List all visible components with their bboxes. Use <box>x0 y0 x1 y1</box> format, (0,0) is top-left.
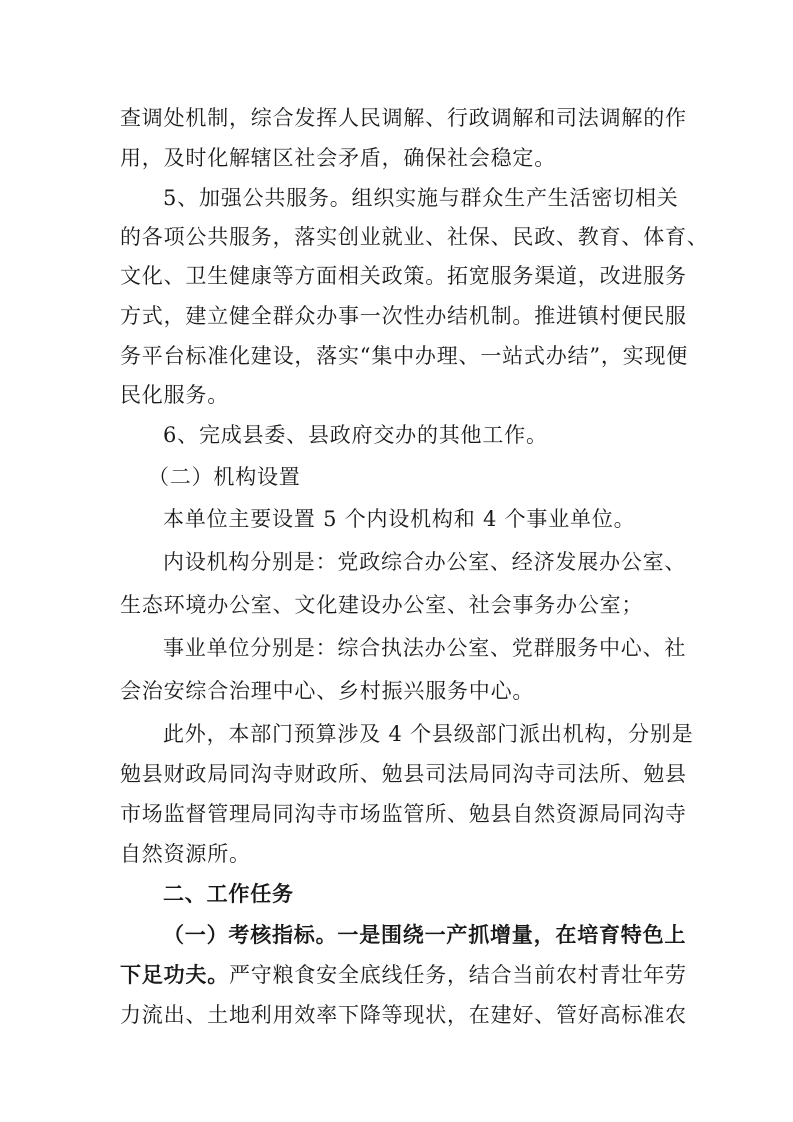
paragraph-line: 勉县财政局同沟寺财政所、勉县司法局同沟寺司法所、勉县 <box>120 762 687 786</box>
paragraph-line: 用，及时化解辖区社会矛盾，确保社会稳定。 <box>120 146 556 170</box>
paragraph-line: 5、加强公共服务。组织实施与群众生产生活密切相关 <box>163 186 679 210</box>
paragraph-line: 查调处机制，综合发挥人民调解、行政调解和司法调解的作 <box>120 106 687 130</box>
paragraph-line: 方式，建立健全群众办事一次性办结机制。推进镇村便民服 <box>120 304 687 328</box>
paragraph-line: 本单位主要设置 5 个内设机构和 4 个事业单位。 <box>163 507 636 531</box>
paragraph-line: 的各项公共服务，落实创业就业、社保、民政、教育、体育、 <box>120 225 709 249</box>
paragraph-line: 务平台标准化建设，落实“集中办理、一站式办结”，实现便 <box>120 344 689 368</box>
paragraph-line: 会治安综合治理中心、乡村振兴服务中心。 <box>120 679 535 703</box>
paragraph-line: 内设机构分别是：党政综合办公室、经济发展办公室、 <box>163 550 687 574</box>
paragraph-line: 此外，本部门预算涉及 4 个县级部门派出机构，分别是 <box>163 722 694 746</box>
paragraph-line: 文化、卫生健康等方面相关政策。拓宽服务渠道，改进服务 <box>120 264 687 288</box>
paragraph-line: 自然资源所。 <box>120 842 251 866</box>
paragraph-line: 6、完成县委、县政府交办的其他工作。 <box>163 423 548 447</box>
paragraph-line: 力流出、土地利用效率下降等现状，在建好、管好高标准农 <box>120 1003 687 1027</box>
bold-run: 下足功夫。 <box>120 962 229 987</box>
section-subheading: （二）机构设置 <box>148 465 301 489</box>
paragraph-line-mixed <box>120 960 793 990</box>
paragraph-line: 生态环境办公室、文化建设办公室、社会事务办公室； <box>120 593 644 617</box>
paragraph-line: 市场监督管理局同沟寺市场监管所、勉县自然资源局同沟寺 <box>120 802 687 826</box>
paragraph-line: 民化服务。 <box>120 383 229 407</box>
bold-paragraph-line: （一）考核指标。一是围绕一产抓增量，在培育特色上 <box>163 922 687 947</box>
section-heading: 二、工作任务 <box>163 882 294 906</box>
regular-run: 严守粮食安全底线任务，结合当前农村青壮年劳 <box>229 963 687 987</box>
paragraph-line: 事业单位分别是：综合执法办公室、党群服务中心、社 <box>163 636 687 660</box>
